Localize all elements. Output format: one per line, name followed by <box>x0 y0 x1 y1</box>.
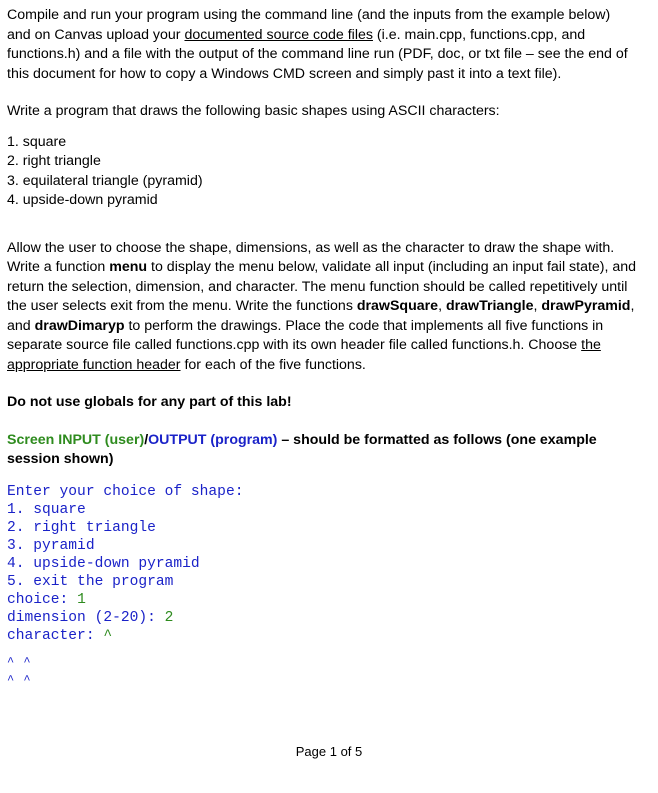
desc-text: to perform the drawings. Place the code that implements all five functions in separate source file called functions.cpp with its own header file called functions.h. Choose <box>7 317 604 353</box>
no-globals-warning: Do not use globals for any part of this lab! <box>7 394 292 410</box>
intro-paragraph <box>7 6 637 84</box>
desc-text: , and <box>7 298 635 334</box>
console-option: 4. upside-down pyramid <box>7 555 200 572</box>
console-choice-line <box>7 591 637 609</box>
list-item: 2. right triangle <box>7 153 101 169</box>
desc-text: for each of the five functions. <box>180 356 366 373</box>
function-header-underlined: the appropriate function header <box>7 337 601 373</box>
dimension-label: dimension (2-20): <box>7 609 165 626</box>
choice-input: 1 <box>77 591 86 608</box>
intro-text-2: (i.e. main.cpp, functions.cpp, and functions.h) and a file with the output of the command line run (PDF, doc, or txt file – see the end of this document for how to copy a Windows CMD screen and simply past it into a text file). <box>7 26 628 82</box>
console-prompt: Enter your choice of shape: <box>7 483 244 500</box>
document-page <box>7 6 637 689</box>
desc-text: , <box>438 298 446 314</box>
screen-input-label: Screen INPUT (user) <box>7 431 145 448</box>
screen-format-heading <box>7 431 637 470</box>
console-character-line <box>7 627 637 645</box>
dimension-input: 2 <box>164 609 174 626</box>
console-example <box>7 483 637 645</box>
screen-output-label: OUTPUT (program) <box>148 431 278 448</box>
choice-label: choice: <box>7 591 78 608</box>
console-option: 3. pyramid <box>7 537 95 554</box>
console-option: 2. right triangle <box>7 519 156 536</box>
console-drawing <box>7 653 637 689</box>
shapes-intro: Write a program that draws the following basic shapes using ASCII characters: <box>7 103 500 119</box>
shapes-list <box>7 133 637 211</box>
heading-rest: – should be formatted as follows (one example session shown) <box>7 431 597 467</box>
console-option: 5. exit the program <box>7 573 174 590</box>
list-item: 3. equilateral triangle (pyramid) <box>7 172 203 189</box>
description-paragraph <box>7 239 637 376</box>
intro-underlined-text: documented source code files <box>184 26 373 43</box>
desc-text: to display the menu below, validate all input (including an input fail state), and return the selection, dimension, and character. The menu function should be called repetitively until the user selects exit from the menu. Write the functions <box>7 259 637 314</box>
drawing-row: ^ ^ <box>7 672 32 687</box>
drawsquare-function-name: drawSquare <box>356 298 439 314</box>
list-item: 4. upside-down pyramid <box>7 192 158 208</box>
heading-slash: / <box>144 431 149 448</box>
drawdimaryp-function-name: drawDimaryp <box>34 317 125 334</box>
console-dimension-line <box>7 609 637 627</box>
list-item: 1. square <box>7 133 67 150</box>
intro-text-1: Compile and run your program using the command line (and the inputs from the example below) and on Canvas upload your <box>7 7 611 43</box>
character-input: ^ <box>103 627 113 644</box>
character-label: character: <box>7 627 104 644</box>
menu-function-name: menu <box>109 259 148 275</box>
page-number: Page 1 of 5 <box>295 744 363 759</box>
drawing-row: ^ ^ <box>7 654 32 669</box>
console-option: 1. square <box>7 501 86 518</box>
desc-text: Allow the user to choose the shape, dimensions, as well as the character to draw the shape with. Write a function <box>7 239 615 275</box>
desc-text: , <box>533 298 542 314</box>
drawpyramid-function-name: drawPyramid <box>541 298 631 314</box>
drawtriangle-function-name: drawTriangle <box>445 298 534 314</box>
